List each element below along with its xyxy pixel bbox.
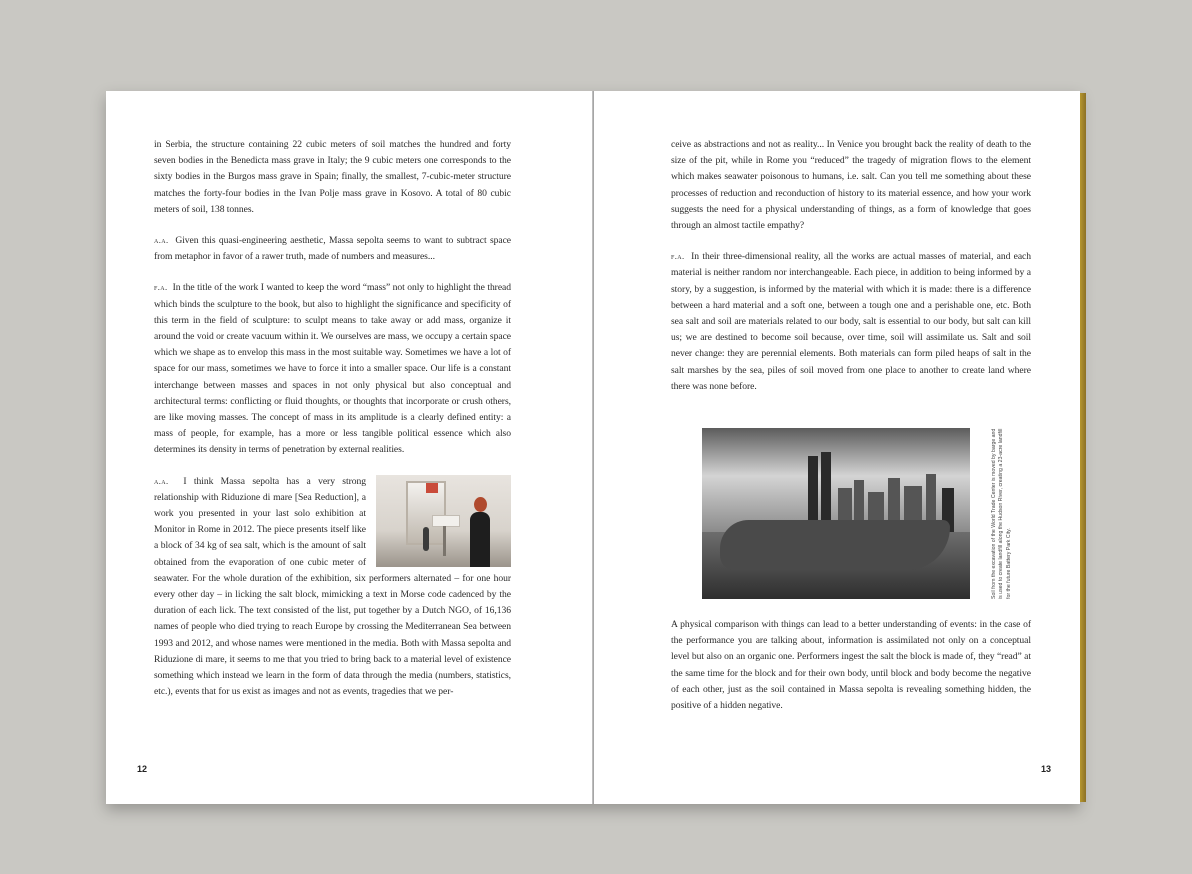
paragraph: A physical comparison with things can lead to a better understanding of events: in the case of the performance you are talking about, information is assimilated not only on a conceptual level but also on an organic one. Performers ingest the salt the block is made of, they “read” at the same time for the block and for their own body, until block and body become the negative of each other, just as the soil contained in Massa sepolta is revealing something hidden, the positive of a hidden negative.: [671, 619, 1031, 712]
paragraph: ceive as abstractions and not as reality... In Venice you brought back the reality of death to the size of the pit, while in Rome you “reduced” the tragedy of migration flows to the element which makes seawater poisonous to humans, i.e. salt. Can you tell me something about these processes of reduction and reconduction of history to its material essence, and how your work suggests the need for a physical understanding of things, as a form of knowledge that goes through an almost tactile empathy?: [671, 139, 1031, 232]
landfill: [720, 520, 950, 570]
small-figure: [423, 527, 429, 551]
page-number: 12: [137, 764, 148, 774]
paragraph-text: In their three-dimensional reality, all the works are actual masses of material, and each material is neither random nor interchangeable. Each piece, in addition to being informed by a story, by a suggestion, is informed by the material with which it is made: there is a difference between a hard material and a soft one, between a tough one and a perishable one, etc. Both sea salt and soil are materials related to our body, salt is essential to our body, but salt can kill us; we are destined to become soil because, over time, soil will assimilate us. Salt and soil never change: they are perennial elements. Both materials can form piled heaps of salt in the salt marshes by the sea, piles of soil moved from one place to another to create land where there was none before.: [671, 251, 1031, 392]
page-number: 13: [1040, 764, 1051, 774]
cover-edge: [1080, 93, 1086, 802]
paragraph: [154, 473, 511, 701]
left-page: [106, 91, 592, 804]
city-photo: [702, 428, 970, 599]
paragraph-text: I think Massa sepolta has a very strong relationship with Riduzione di mare [Sea Reduction], a work you presented in your last solo exhibition at Monitor in Rome in 2012. The piece presents itself like a block of 34 kg of sea salt, which is the amount of salt obtained from the evaporation of one cubic meter of seawater. For the whole duration of the exhibition, six performers alternated – for one hour every other day – in licking the salt block, mimicking a text in Morse code cadenced by the duration of each lick. The text consisted of the list, put together by a Dutch NGO, of 16,136 names of people who died trying to reach Europe by crossing the Mediterranean Sea between 1993 and 2012, and whose names were mentioned in the media. Both with Massa sepolta and Riduzione di mare, it seems to me that you tried to bring back to a material level of existence something which instead we learn in the form of data through the media (numbers, statistics, etc.), events that for us exist as images and not as events, tragedies that we per-: [154, 475, 511, 698]
photo-caption: Soil from the excavation of the World Trade Center is moved by barge and is used to create landfill along the Hudson River, creating a 23-acre landfill for the future Battery Park City.: [991, 428, 1012, 599]
paragraph: [154, 232, 511, 265]
salt-block: [432, 515, 460, 527]
right-page-text-bottom: [671, 617, 1031, 728]
paragraph: in Serbia, the structure containing 22 cubic meters of soil matches the hundred and forty seven bodies in the Benedicta mass grave in Italy; the 9 cubic meters one corresponds to the sixty bodies in the Burgos mass grave in Spain; finally, the smallest, 7-cubic-meter structure matches the forty-four bodies in the Ivan Polje mass grave in Kosovo. A total of 80 cubic meters of soil, 138 tonnes.: [154, 139, 511, 215]
left-page-text: [154, 137, 511, 715]
right-page-text: [671, 137, 1031, 409]
open-book: [106, 91, 1080, 804]
speaker-initials: a.a.: [154, 235, 169, 246]
speaker-initials: a.a.: [154, 475, 169, 486]
performer: [468, 497, 492, 567]
paragraph-text: Given this quasi-engineering aesthetic, Massa sepolta seems to want to subtract space from metaphor in favor of a rawer truth, made of numbers and measures...: [154, 235, 511, 263]
performance-photo: [376, 475, 511, 567]
pedestal: [443, 526, 446, 556]
speaker-initials: f.a.: [154, 282, 168, 293]
paragraph: [671, 248, 1031, 395]
red-panel: [426, 483, 438, 493]
speaker-initials: f.a.: [671, 251, 685, 262]
paragraph-text: In the title of the work I wanted to keep the word “mass” not only to highlight the thread which binds the sculpture to the book, but also to highlight the significance and specificity of this term in the field of sculpture: to sculpt means to take away or add mass, organize it around the void or create vacuum within it. We ourselves are mass, we occupy a certain space which we shape as to envelop this mass in the most suitable way. Sometimes we have a lot of space for our mass, sometimes we have to force it into a smaller space. Our life is a constant interchange between masses and spaces in not only physical but also conceptual and architectural terms: conflicting or fluid thoughts, or thoughts that incorporate or crush others, are like moving masses. The concept of mass in its amplitude is a clearly defined entity: a mass of people, for example, has a more or less tangible political essence which also determines its density in terms of penetration by external realities.: [154, 282, 511, 456]
right-page: [594, 91, 1080, 804]
paragraph: [154, 279, 511, 458]
